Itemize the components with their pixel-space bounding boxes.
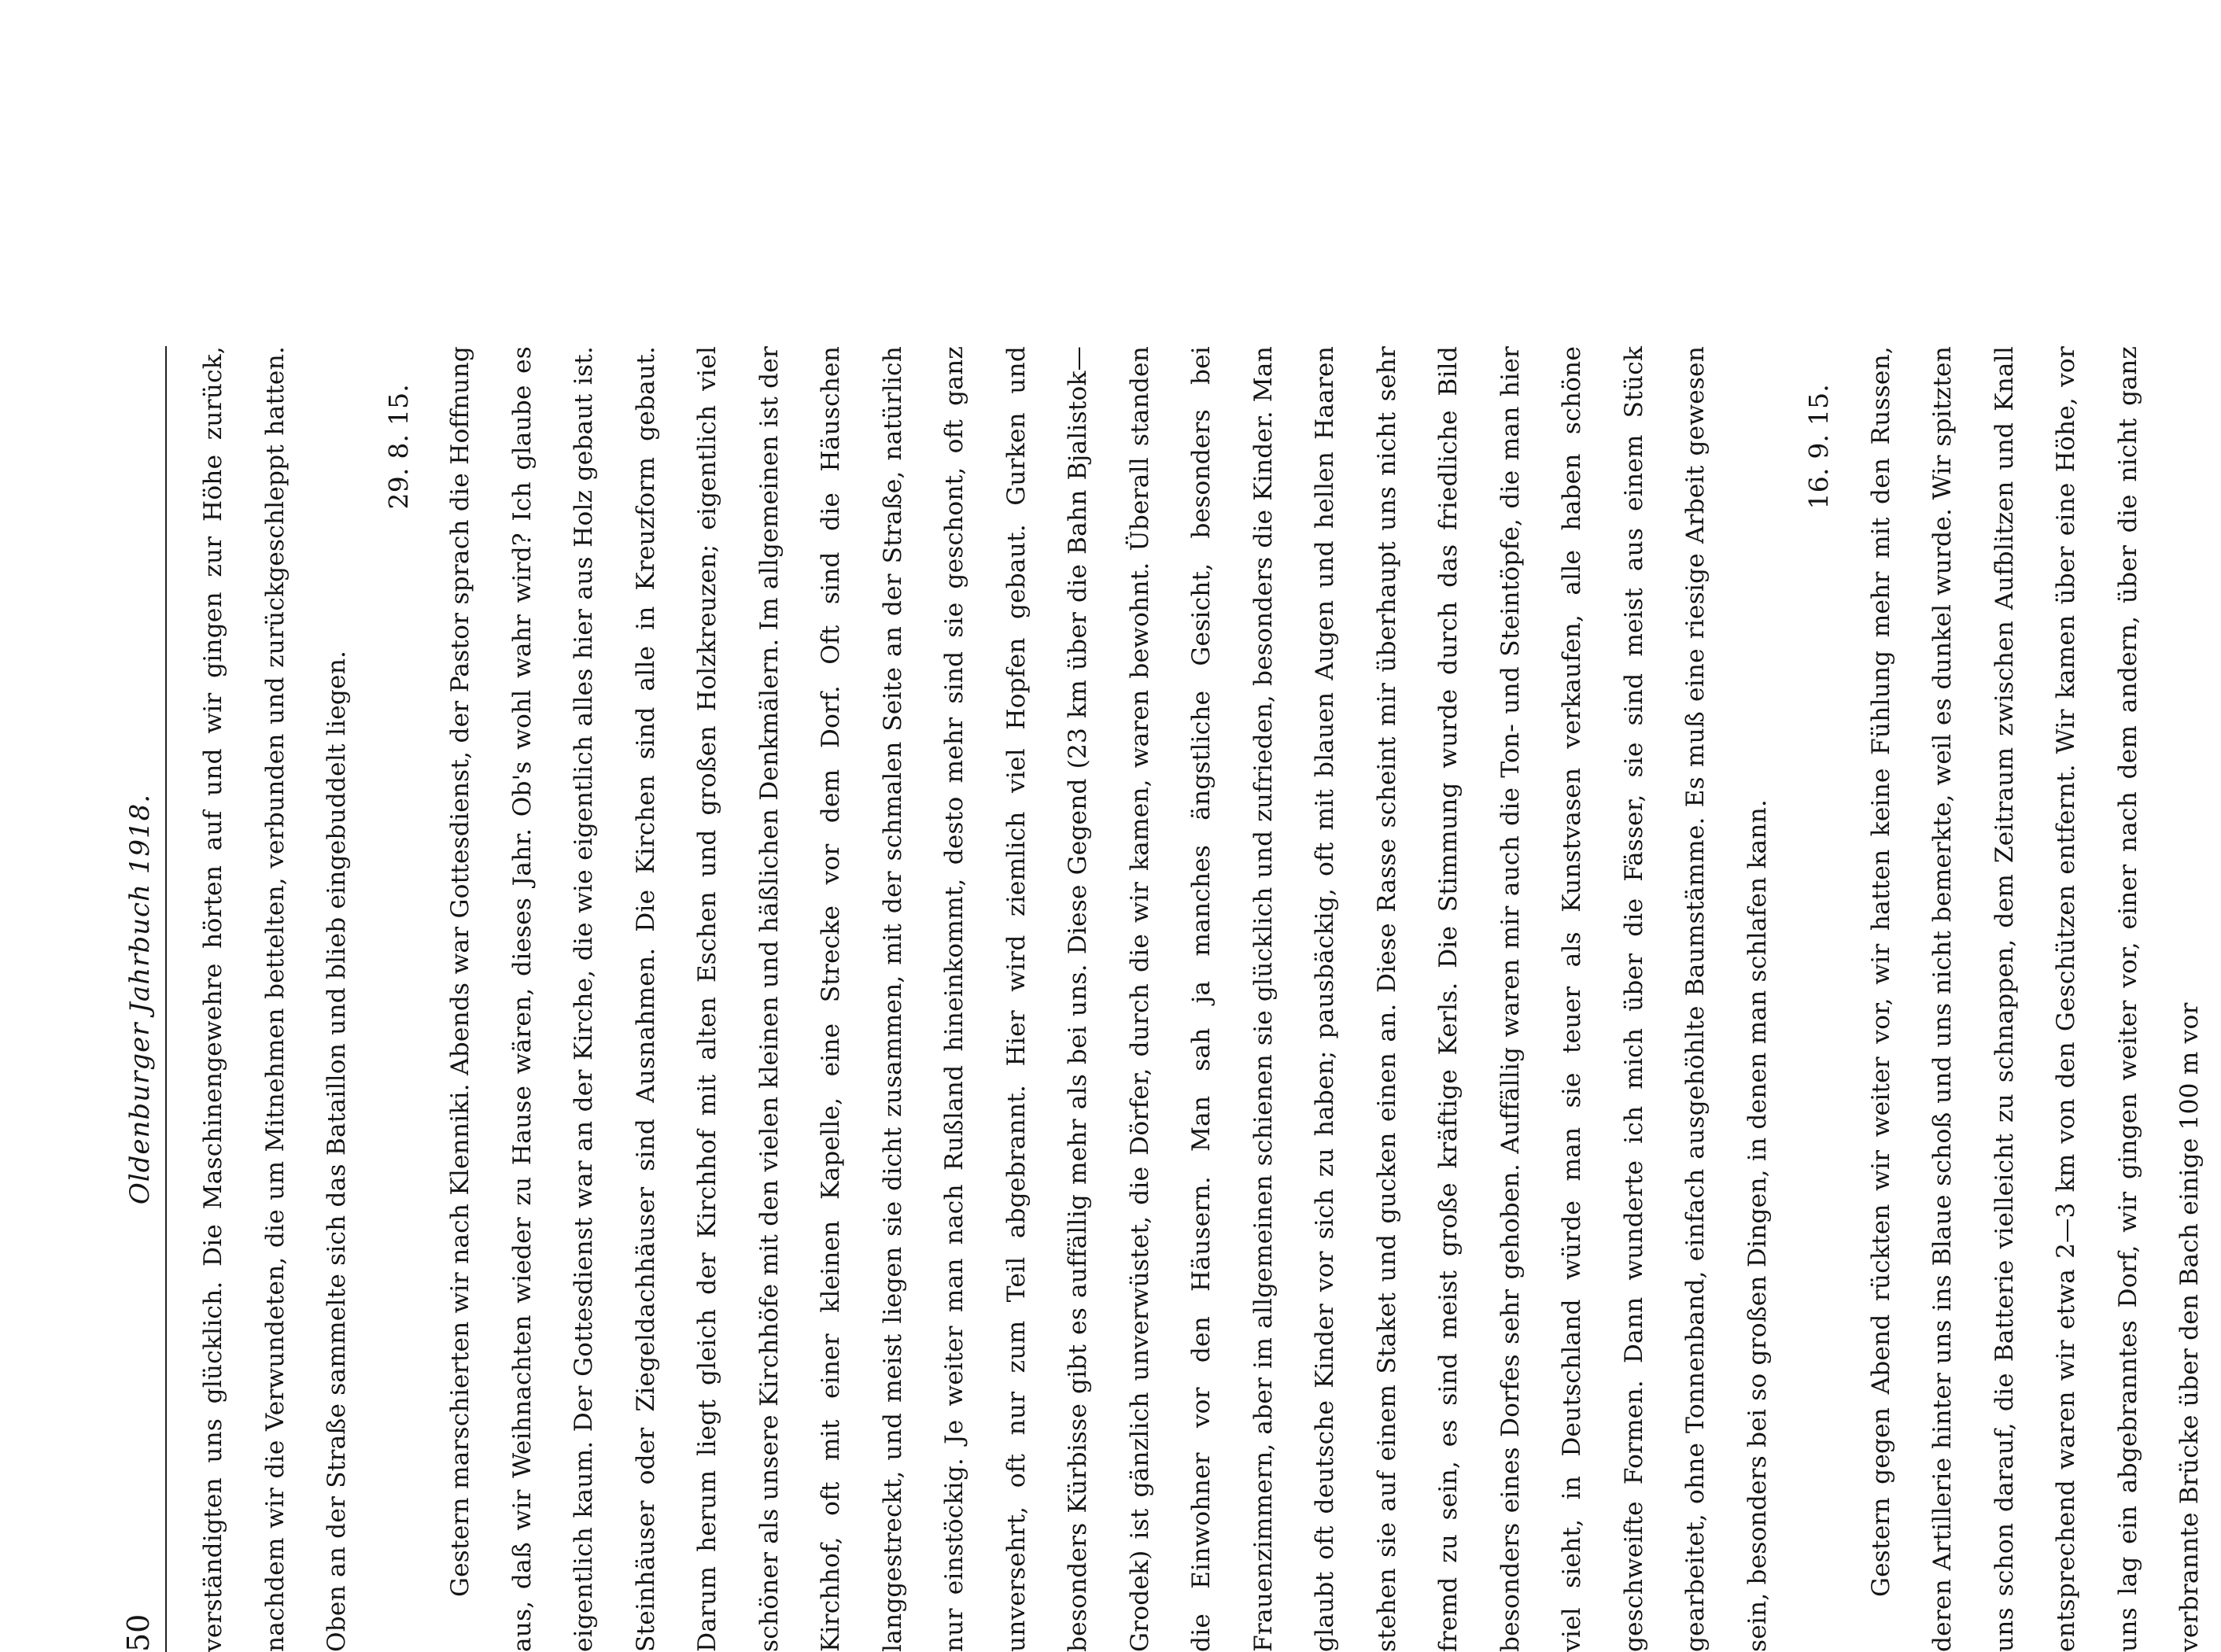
running-header-title: Oldenburger Jahrbuch 1918. — [124, 793, 156, 1205]
diary-date: 29. 8. 15. — [382, 384, 414, 510]
page-number: 50 — [121, 1613, 156, 1652]
paragraph-continuation: verständigten uns glücklich. Die Maschinengewehre hörten auf und wir gingen zur Höhe zurück, nachdem wir die Verwundeten, die um Mitnehmen bettelten, verbunden und zurückgeschleppt hatten. Oben an der Straße sammelte sich das Bataillon und blieb eingebuddelt liegen. — [199, 346, 351, 1652]
rotated-book-page — [118, 346, 2204, 1652]
diary-date: 16. 9. 15. — [1803, 384, 1834, 510]
text-body — [183, 346, 2221, 1652]
running-header — [118, 346, 167, 1652]
paragraph-diary-entry: Gestern gegen Abend rückten wir weiter vor, wir hatten keine Fühlung mehr mit den Russen, deren Artillerie hinter uns ins Blaue schoß und uns nicht bemerkte, weil es dunkel wurde. Wir spitzten uns schon darauf, die Batterie vielleicht zu schnappen, dem Zeitraum zwischen Aufblitzen und Knall entsprechend waren wir etwa 2—3 km von den Geschützen entfernt. Wir kamen über eine Höhe, vor uns lag ein abgebranntes Dorf, wir gingen weiter vor, einer nach dem andern, über die nicht ganz verbrannte Brücke über den Bach einige 100 m vor — [1866, 346, 2204, 1652]
paragraph-diary-entry: Gestern marschierten wir nach Klenniki. Abends war Gottesdienst, der Pastor sprach die Hoffnung aus, daß wir Weihnachten wieder zu Hause wären, dieses Jahr. Ob's wohl wahr wird? Ich glaube es eigentlich kaum. Der Gottesdienst war an der Kirche, die wie eigentlich alles hier aus Holz gebaut ist. Steinhäuser oder Ziegeldachhäuser sind Ausnahmen. Die Kirchen sind alle in Kreuzform gebaut. Darum herum liegt gleich der Kirchhof mit alten Eschen und großen Holzkreuzen; eigentlich viel schöner als unsere Kirchhöfe mit den vielen kleinen und häßlichen Denkmälern. Im allgemeinen ist der Kirchhof, oft mit einer kleinen Kapelle, eine Strecke vor dem Dorf. Oft sind die Häuschen langgestreckt, und meist liegen sie dicht zusammen, mit der schmalen Seite an der Straße, natürlich nur einstöckig. Je weiter man nach Rußland hineinkommt, desto mehr sind sie geschont, oft ganz unversehrt, oft nur zum Teil abgebrannt. Hier wird ziemlich viel Hopfen gebaut. Gurken und besonders Kürbisse gibt es auffällig mehr als bei uns. Diese Gegend (23 km über die Bahn Bjalistok—Grodek) ist gänzlich unverwüstet, die Dörfer, durch die wir kamen, waren bewohnt. Überall standen die Einwohner vor den Häusern. Man sah ja manches ängstliche Gesicht, besonders bei Frauenzimmern, aber im allgemeinen schienen sie glücklich und zufrieden, besonders die Kinder. Man glaubt oft deutsche Kinder vor sich zu haben; pausbäckig, oft mit blauen Augen und hellen Haaren stehen sie auf einem Staket und gucken einen an. Diese Rasse scheint mir überhaupt uns nicht sehr fremd zu sein, es sind meist große kräftige Kerls. Die Stimmung wurde durch das friedliche Bild besonders eines Dorfes sehr gehoben. Auffällig waren mir auch die Ton- und Steintöpfe, die man hier viel sieht, in Deutschland würde man sie teuer als Kunstvasen verkaufen, alle haben schöne geschweifte Formen. Dann wunderte ich mich über die Fässer, sie sind meist aus einem Stück gearbeitet, ohne Tonnenband, einfach ausgehöhlte Baumstämme. Es muß eine riesige Arbeit gewesen sein, besonders bei so großen Dingen, in denen man schlafen kann. — [446, 346, 1772, 1652]
